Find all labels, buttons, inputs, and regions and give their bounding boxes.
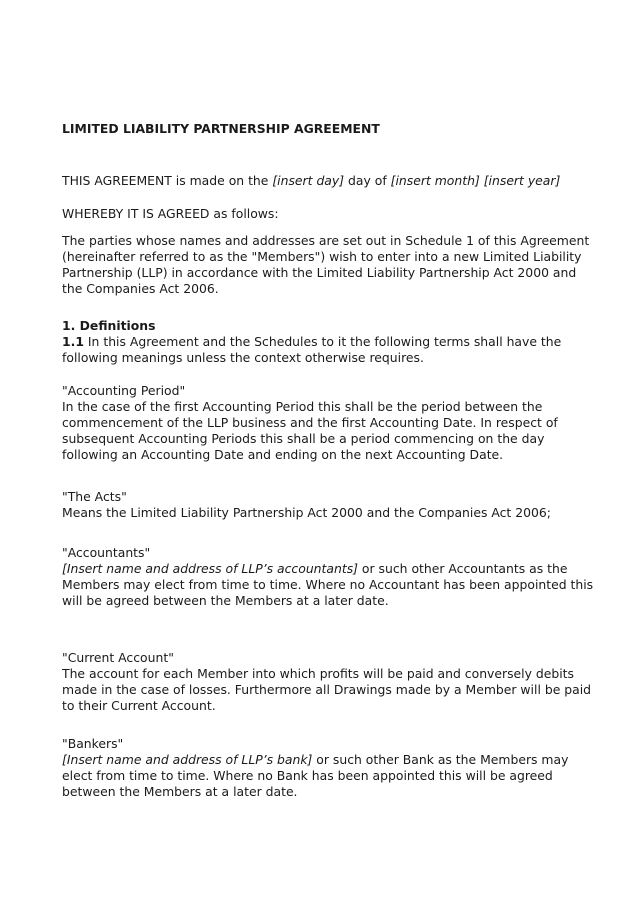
parties-paragraph [62, 233, 590, 297]
definitions-section [62, 318, 582, 366]
definition-accounting-period [62, 383, 582, 463]
definition-term: "Accounting Period" [62, 383, 186, 398]
definition-bankers [62, 736, 582, 800]
whereby-line: WHEREBY IT IS AGREED as follows: [62, 206, 279, 221]
agreement-date-paragraph [62, 173, 582, 189]
definition-line: between the Members at a later date. [62, 784, 298, 799]
insert-accountants-placeholder: [Insert name and address of LLP’s accountants] [62, 561, 358, 576]
clause-text: In this Agreement and the Schedules to it the following terms shall have the [83, 334, 562, 349]
definition-line: will be agreed between the Members at a later date. [62, 593, 389, 608]
definition-current-account [62, 650, 592, 714]
definition-line: commencement of the LLP business and the first Accounting Date. In respect of [62, 415, 558, 430]
definition-term: "Current Account" [62, 650, 174, 665]
definition-line: to their Current Account. [62, 698, 216, 713]
parties-line: The parties whose names and addresses are set out in Schedule 1 of this Agreement [62, 233, 590, 248]
definition-line: In the case of the first Accounting Period this shall be the period between the [62, 399, 543, 414]
intro-pre: THIS AGREEMENT is made on the [62, 173, 273, 188]
definitions-heading: 1. Definitions [62, 318, 156, 333]
definition-line: or such other Bank as the Members may [312, 752, 569, 767]
intro-mid: day of [344, 173, 391, 188]
definition-line: elect from time to time. Where no Bank has been appointed this will be agreed [62, 768, 553, 783]
definition-term: "Accountants" [62, 545, 151, 560]
definition-line: or such other Accountants as the [357, 561, 568, 576]
definition-line: subsequent Accounting Periods this shall be a period commencing on the day [62, 431, 545, 446]
definition-term: "Bankers" [62, 736, 124, 751]
parties-line: Partnership (LLP) in accordance with the Limited Liability Partnership Act 2000 and [62, 265, 577, 280]
parties-line: (hereinafter referred to as the "Members") wish to enter into a new Limited Liability [62, 249, 582, 264]
parties-line: the Companies Act 2006. [62, 281, 219, 296]
definition-line: made in the case of losses. Furthermore all Drawings made by a Member will be paid [62, 682, 592, 697]
definition-the-acts [62, 489, 582, 521]
definition-line: Means the Limited Liability Partnership Act 2000 and the Companies Act 2006; [62, 505, 551, 520]
document-title: LIMITED LIABILITY PARTNERSHIP AGREEMENT [62, 121, 380, 136]
definition-line: Members may elect from time to time. Where no Accountant has been appointed this [62, 577, 594, 592]
definition-accountants [62, 545, 594, 609]
insert-day-placeholder: [insert day] [272, 173, 345, 188]
definition-line: The account for each Member into which profits will be paid and conversely debits [62, 666, 574, 681]
insert-bank-placeholder: [Insert name and address of LLP’s bank] [62, 752, 313, 767]
definition-line: following an Accounting Date and ending on the next Accounting Date. [62, 447, 504, 462]
clause-number: 1.1 [62, 334, 84, 349]
insert-month-year-placeholder: [insert month] [insert year] [390, 173, 561, 188]
clause-text: following meanings unless the context otherwise requires. [62, 350, 424, 365]
whereby-paragraph [62, 206, 582, 222]
definition-term: "The Acts" [62, 489, 127, 504]
